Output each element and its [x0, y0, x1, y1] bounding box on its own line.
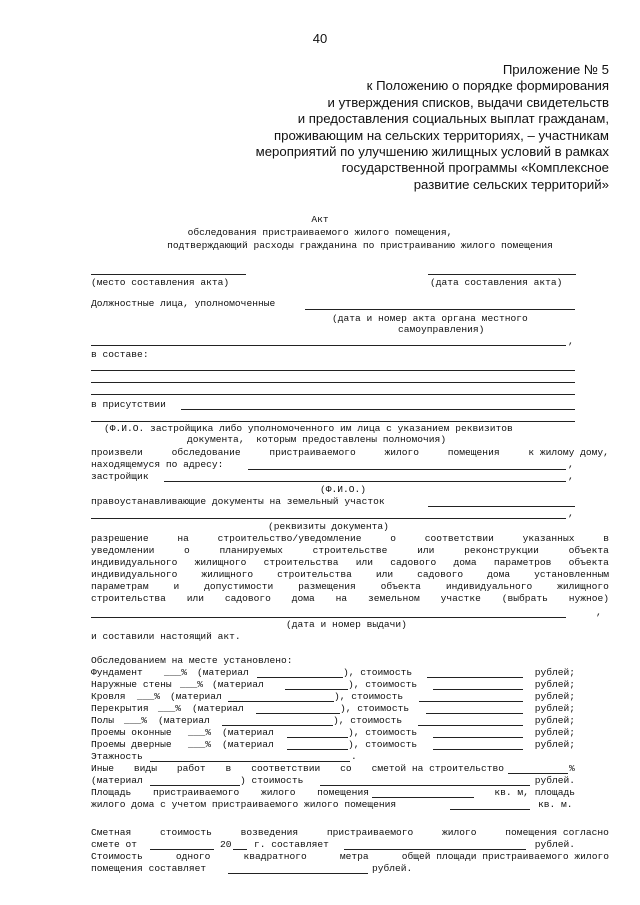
act-subtitle: обследования пристраиваемого жилого помещения, [187, 227, 453, 238]
item-cost: ), стоимость [348, 679, 418, 690]
item-mat: (материал [192, 703, 244, 714]
presence-field[interactable] [181, 409, 575, 410]
presence-label: в присутствии [91, 399, 166, 410]
item-material-field[interactable] [222, 725, 333, 726]
word: земельном [367, 593, 420, 604]
item-cost: ), стоимость [340, 703, 410, 714]
word: стоимость [160, 827, 212, 838]
appendix-line: мероприятий по улучшению жилищных условий в рамках [255, 144, 609, 160]
word: помещения [447, 447, 500, 458]
word: работ [176, 763, 206, 774]
word: или [417, 545, 435, 556]
word: параметрам [91, 581, 149, 592]
item-cost: ), стоимость [348, 727, 418, 738]
composition-label: в составе: [91, 349, 149, 360]
item-cost-field[interactable] [418, 725, 523, 726]
word: жилого [442, 827, 477, 838]
word: сметой на строительство [371, 763, 504, 774]
item-rub: рублей; [534, 715, 575, 726]
permit-line [91, 593, 609, 604]
item-name: Наружные стены [91, 679, 172, 690]
word: объекта [568, 545, 609, 556]
item-rub: рублей; [534, 703, 575, 714]
appendix-line: развитие сельских территорий» [413, 176, 609, 192]
issue-hint: (дата и номер выдачи) [286, 619, 407, 630]
composition-field[interactable] [91, 394, 575, 395]
floors-field[interactable] [150, 761, 350, 762]
word: возведения [240, 827, 299, 838]
officials-field[interactable] [305, 309, 575, 310]
address-field[interactable] [248, 469, 566, 470]
word: Сметная [91, 827, 132, 838]
word: строительства [91, 593, 166, 604]
permit-line [91, 569, 609, 580]
word: дома [291, 593, 315, 604]
word: виды [133, 763, 157, 774]
item-cost-field[interactable] [433, 689, 523, 690]
item-pct: ___% [137, 691, 161, 702]
word: в [603, 533, 609, 544]
item-pct: ___% [188, 727, 212, 738]
word: пристраиваемого [269, 447, 356, 458]
word: установленным [534, 569, 609, 580]
item-cost: ), стоимость [348, 739, 418, 750]
address-label: находящемуся по адресу: [91, 459, 224, 470]
word: или [186, 593, 204, 604]
item-rub: рублей; [534, 679, 575, 690]
word: (выбрать [501, 593, 548, 604]
word: или [355, 557, 374, 568]
item-cost-field[interactable] [433, 737, 523, 738]
other-works-line [91, 763, 504, 774]
presence-field[interactable] [91, 421, 575, 422]
permit-line [91, 581, 609, 592]
word: разрешение [91, 533, 149, 544]
word: индивидуального [445, 581, 533, 592]
act-subtitle: подтверждающий расходы гражданина по пристраиванию жилого помещения [167, 240, 553, 251]
comma: , [568, 336, 574, 347]
sqm-field[interactable] [228, 873, 368, 874]
item-mat: (материал [212, 679, 264, 690]
word: на [335, 593, 348, 604]
permit-line [91, 533, 609, 544]
item-rub: рублей; [534, 667, 575, 678]
estimate-year: 20 [220, 839, 232, 850]
act-title: Акт [311, 214, 329, 225]
item-pct: ___% [188, 739, 212, 750]
period: . [351, 751, 357, 762]
page-number: 40 [312, 31, 328, 46]
permit-line [91, 557, 609, 568]
word: строительства [277, 569, 352, 580]
word: объекта [380, 581, 421, 592]
fio-hint: документа, которым предоставлены полномочия) [187, 434, 447, 445]
item-rub: рублей; [534, 727, 575, 738]
word: соответствии [424, 533, 494, 544]
word: со [340, 763, 352, 774]
item-cost-field[interactable] [433, 749, 523, 750]
word: о [390, 533, 397, 544]
word: метра [339, 851, 369, 862]
item-mat: (материал [222, 739, 274, 750]
word: садового [390, 557, 437, 568]
word: дома [453, 557, 477, 568]
word: квадратного [243, 851, 307, 862]
word: строительство/уведомление [217, 533, 362, 544]
word: помещения [317, 787, 369, 798]
area-line [91, 787, 369, 798]
word: жилого [260, 787, 296, 798]
comma: , [568, 508, 574, 519]
place-hint: (место составления акта) [91, 277, 230, 288]
word: жилищного [194, 557, 247, 568]
word: произвели [91, 447, 143, 458]
item-material-field[interactable] [256, 713, 340, 714]
other-cost-field[interactable] [320, 785, 530, 786]
officials-field-2[interactable] [91, 345, 566, 346]
appendix-header [189, 62, 609, 193]
item-material-field[interactable] [287, 737, 348, 738]
other-cost: ) стоимость [240, 775, 304, 786]
appendix-line: проживающим на сельских территориях, – участникам [274, 127, 609, 143]
developer-label: застройщик [91, 471, 149, 482]
word: одного [175, 851, 211, 862]
area2-tail: кв. м. [538, 799, 573, 810]
comma: , [596, 607, 602, 618]
appendix-line: и предоставления социальных выплат гражданам, [297, 111, 609, 127]
comma: , [568, 471, 574, 482]
rubles-period: рублей. [534, 775, 575, 786]
fio-short-hint: (Ф.И.О.) [320, 484, 367, 495]
item-mat: (материал [197, 667, 249, 678]
word: уведомлении [91, 545, 155, 556]
word: реконструкции [464, 545, 539, 556]
appendix-line: к Положению о порядке формирования [366, 78, 609, 94]
area-tail: кв. м, площадь [494, 787, 575, 798]
word: строительства [263, 557, 339, 568]
estimate-line [91, 827, 609, 838]
sqm-rub: рублей. [372, 863, 413, 874]
fio-hint: (Ф.И.О. застройщика либо уполномоченного им лица с указанием реквизитов [104, 423, 513, 434]
item-cost-field[interactable] [426, 713, 523, 714]
word: садового [224, 593, 271, 604]
word: жилищного [201, 569, 254, 580]
floors-label: Этажность [91, 751, 143, 762]
estimate-date-field[interactable] [150, 849, 214, 850]
word: пристраиваемого [152, 787, 240, 798]
item-name: Кровля [91, 691, 126, 702]
item-name: Полы [91, 715, 115, 726]
sqm-line [91, 851, 609, 862]
word: параметров [493, 557, 552, 568]
item-rub: рублей; [534, 739, 575, 750]
word: планируемых [219, 545, 283, 556]
item-cost-field[interactable] [419, 701, 523, 702]
word: участке [440, 593, 481, 604]
word: пристраиваемого [326, 827, 414, 838]
item-pct: ___% [124, 715, 148, 726]
word: или [375, 569, 394, 580]
item-mat: (материал [170, 691, 222, 702]
word: объекта [568, 557, 609, 568]
word: садового [417, 569, 464, 580]
word: Стоимость [91, 851, 143, 862]
item-pct: ___% [158, 703, 182, 714]
item-name: Проемы оконные [91, 727, 172, 738]
inspection-line [91, 447, 609, 458]
word: Иные [91, 763, 115, 774]
item-cost: ), стоимость [334, 691, 404, 702]
appendix-line: Приложение № 5 [502, 62, 609, 77]
item-material-field[interactable] [285, 689, 348, 690]
item-material-field[interactable] [287, 749, 348, 750]
word: строительстве [312, 545, 388, 556]
title-docs-field[interactable] [428, 506, 575, 507]
word: к жилому дому, [528, 447, 609, 458]
date-field[interactable] [428, 274, 576, 275]
estimate-amount-field[interactable] [344, 849, 526, 850]
estimate-date-label: смете от [91, 839, 138, 850]
date-hint: (дата составления акта) [430, 277, 563, 288]
item-cost: ), стоимость [343, 667, 413, 678]
developer-field[interactable] [164, 481, 566, 482]
composition-field[interactable] [91, 370, 575, 371]
composition-field[interactable] [91, 382, 575, 383]
word: Площадь [91, 787, 132, 798]
word: общей площади пристраиваемого жилого [401, 851, 609, 862]
item-material-field[interactable] [228, 701, 334, 702]
word: жилого [384, 447, 420, 458]
org-hint: самоуправления) [398, 324, 485, 335]
estimate-amount-label: г. составляет [254, 839, 329, 850]
item-mat: (материал [158, 715, 210, 726]
other-mat: (материал [91, 775, 143, 786]
estimate-rub: рублей. [534, 839, 575, 850]
title-docs-field-2[interactable] [91, 518, 566, 519]
other-pct-field[interactable] [508, 773, 568, 774]
word: нужное) [568, 593, 609, 604]
word: соответствии [251, 763, 321, 774]
area2-label: жилого дома с учетом пристраиваемого жилого помещения [91, 799, 397, 810]
item-mat: (материал [222, 727, 274, 738]
other-material-field[interactable] [150, 785, 240, 786]
org-hint: (дата и номер акта органа местного [332, 313, 528, 324]
pct-sign: % [569, 763, 575, 774]
item-cost-field[interactable] [427, 677, 523, 678]
compiled-label: и составили настоящий акт. [91, 631, 241, 642]
word: помещения согласно [505, 827, 609, 838]
sqm-label: помещения составляет [91, 863, 207, 874]
item-name: Фундамент [91, 667, 143, 678]
place-field[interactable] [91, 274, 246, 275]
item-material-field[interactable] [257, 677, 343, 678]
word: в [225, 763, 232, 774]
permit-line [91, 545, 609, 556]
word: размещения [298, 581, 356, 592]
area2-field[interactable] [450, 809, 530, 810]
officials-label: Должностные лица, уполномоченные [91, 298, 276, 309]
title-docs-label: правоустанавливающие документы на земельный участок [91, 496, 385, 507]
word: указанных [522, 533, 575, 544]
word: индивидуального [91, 557, 178, 568]
word: дома [487, 569, 511, 580]
requisites-hint: (реквизиты документа) [268, 521, 389, 532]
comma: , [568, 459, 574, 470]
word: индивидуального [91, 569, 178, 580]
word: допустимости [204, 581, 274, 592]
word: о [184, 545, 190, 556]
word: на [177, 533, 189, 544]
issue-field[interactable] [91, 617, 566, 618]
word: обследование [171, 447, 241, 458]
word: и [173, 581, 180, 592]
item-name: Перекрытия [91, 703, 149, 714]
established-label: Обследованием на месте установлено: [91, 655, 293, 666]
item-pct: ___% [164, 667, 188, 678]
word: жилищного [557, 581, 609, 592]
item-cost: ), стоимость [333, 715, 403, 726]
appendix-line: и утверждения списков, выдачи свидетельств [327, 94, 609, 110]
item-name: Проемы дверные [91, 739, 172, 750]
item-rub: рублей; [534, 691, 575, 702]
appendix-line: государственной программы «Комплексное [341, 160, 609, 176]
area-field[interactable] [372, 797, 474, 798]
item-pct: ___% [180, 679, 204, 690]
estimate-year-field[interactable] [233, 849, 247, 850]
